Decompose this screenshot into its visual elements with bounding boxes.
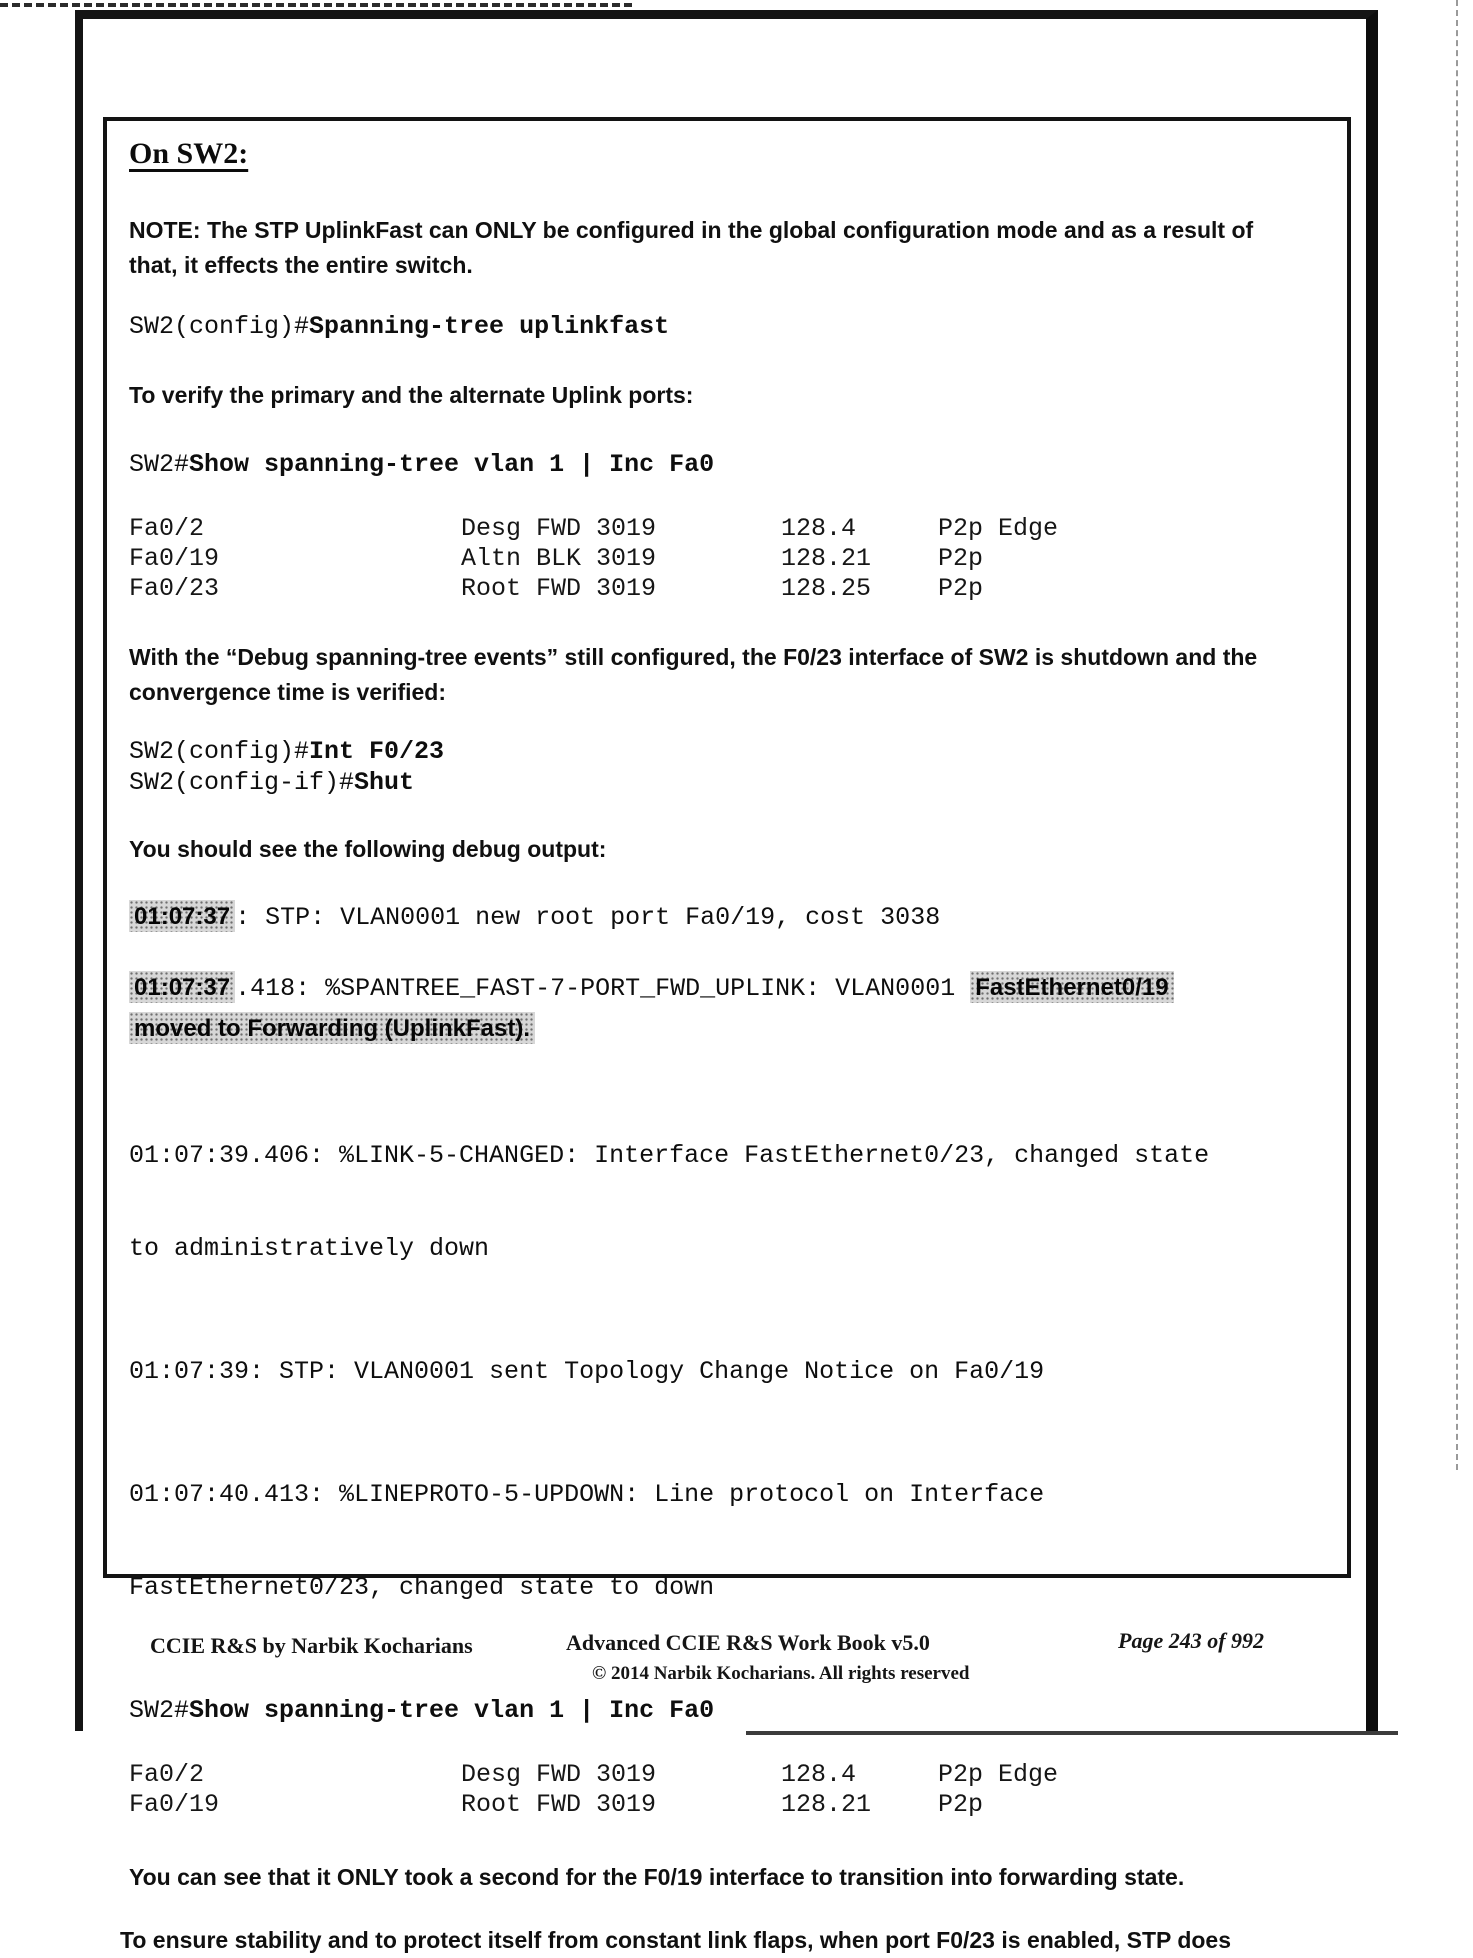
with-debug-line: convergence time is verified: [129,679,447,705]
cli-command-text: Spanning-tree uplinkfast [309,312,670,341]
role-cell: Desg FWD 3019 [461,1760,657,1789]
cli-command-text: Show spanning-tree vlan 1 | Inc Fa0 [189,1696,715,1725]
debug-text-line: FastEthernet0/23, changed state to down [129,1573,715,1602]
table-row [129,574,1329,604]
port-cell: Fa0/19 [129,1790,220,1819]
closing-paragraph-2: To ensure stability and to protect itself from constant link flaps, when port F0/23 is enabled, STP does [120,1927,1232,1953]
debug-line-uplinkfast-forwarding [129,968,1329,1050]
note-paragraph [129,213,1329,283]
cli-command-text: Int F0/23 [309,737,445,766]
highlighted-forwarding-text: moved to Forwarding (UplinkFast). [129,1012,535,1044]
footer-copyright: © 2014 Narbik Kocharians. All rights reserved [592,1663,970,1684]
debug-text-line: 01:07:40.413: %LINEPROTO-5-UPDOWN: Line protocol on Interface [129,1480,1045,1509]
table-row [129,514,1329,544]
port-cell: Fa0/23 [129,574,220,603]
cli-command-text: Shut [354,768,415,797]
cli-prompt: SW2(config)# [129,737,310,766]
cli-command-uplinkfast [129,311,1329,342]
debug-line-topology-change: 01:07:39: STP: VLAN0001 sent Topology Change Notice on Fa0/19 [129,1357,1045,1386]
type-cell: P2p [938,1790,984,1819]
debug-text: : STP: VLAN0001 new root port Fa0/19, cost 3038 [235,903,941,932]
footer-author: CCIE R&S by Narbik Kocharians [150,1633,473,1658]
footer-page-number: Page 243 of 992 [1118,1628,1265,1653]
role-cell: Root FWD 3019 [461,1790,657,1819]
highlighted-timestamp: 01:07:37 [129,900,235,932]
cli-prompt: SW2(config-if)# [129,768,355,797]
cli-command-int [129,736,1329,767]
type-cell: P2p Edge [938,514,1059,543]
type-cell: P2p Edge [938,1760,1059,1789]
debug-text-line: to administratively down [129,1234,490,1263]
prio-cell: 128.21 [781,1790,872,1819]
role-cell: Root FWD 3019 [461,574,657,603]
cli-command-show-spanning-tree-1 [129,449,1329,480]
debug-text-line: 01:07:39.406: %LINK-5-CHANGED: Interface FastEthernet0/23, changed state [129,1141,1210,1170]
table-row [129,544,1329,574]
table-row [129,1760,1329,1790]
scan-artifact-top-dashes [0,3,632,7]
port-cell: Fa0/2 [129,1760,205,1789]
page-title: On SW2: [129,137,249,170]
type-cell: P2p [938,544,984,573]
cli-command-show-spanning-tree-2 [129,1695,1329,1726]
outer-page-border-bottom-segment [746,1731,1398,1735]
role-cell: Desg FWD 3019 [461,514,657,543]
with-debug-line: With the “Debug spanning-tree events” still configured, the F0/23 interface of SW2 is shutdown and the [129,644,1258,670]
port-cell: Fa0/19 [129,544,220,573]
cli-prompt: SW2(config)# [129,312,310,341]
cli-prompt: SW2# [129,1696,190,1725]
stp-port-table-1 [129,514,1329,604]
scan-artifact-right-dashed-line [1456,0,1458,1470]
highlighted-timestamp: 01:07:37 [129,971,235,1003]
debug-line-new-root-port [129,897,1329,938]
type-cell: P2p [938,574,984,603]
with-debug-paragraph [129,640,1329,710]
role-cell: Altn BLK 3019 [461,544,657,573]
stp-port-table-2 [129,1760,1329,1820]
cli-command-text: Show spanning-tree vlan 1 | Inc Fa0 [189,450,715,479]
note-line: that, it effects the entire switch. [129,252,473,278]
cli-prompt: SW2# [129,450,190,479]
debug-intro: You should see the following debug output: [129,836,607,862]
prio-cell: 128.25 [781,574,872,603]
note-line: NOTE: The STP UplinkFast can ONLY be configured in the global configuration mode and as a result of [129,217,1254,243]
footer-book-title: Advanced CCIE R&S Work Book v5.0 [566,1630,930,1655]
closing-paragraph-1: You can see that it ONLY took a second for the F0/19 interface to transition into forwarding state. [129,1864,1185,1890]
table-row [129,1790,1329,1820]
prio-cell: 128.4 [781,514,857,543]
debug-line-link-changed [129,1078,1329,1326]
prio-cell: 128.4 [781,1760,857,1789]
cli-command-shut [129,767,1329,798]
highlighted-interface: FastEthernet0/19 [970,971,1173,1003]
debug-text: .418: %SPANTREE_FAST-7-PORT_FWD_UPLINK: VLAN0001 [235,974,971,1003]
port-cell: Fa0/2 [129,514,205,543]
verify-label: To verify the primary and the alternate Uplink ports: [129,382,694,408]
prio-cell: 128.21 [781,544,872,573]
